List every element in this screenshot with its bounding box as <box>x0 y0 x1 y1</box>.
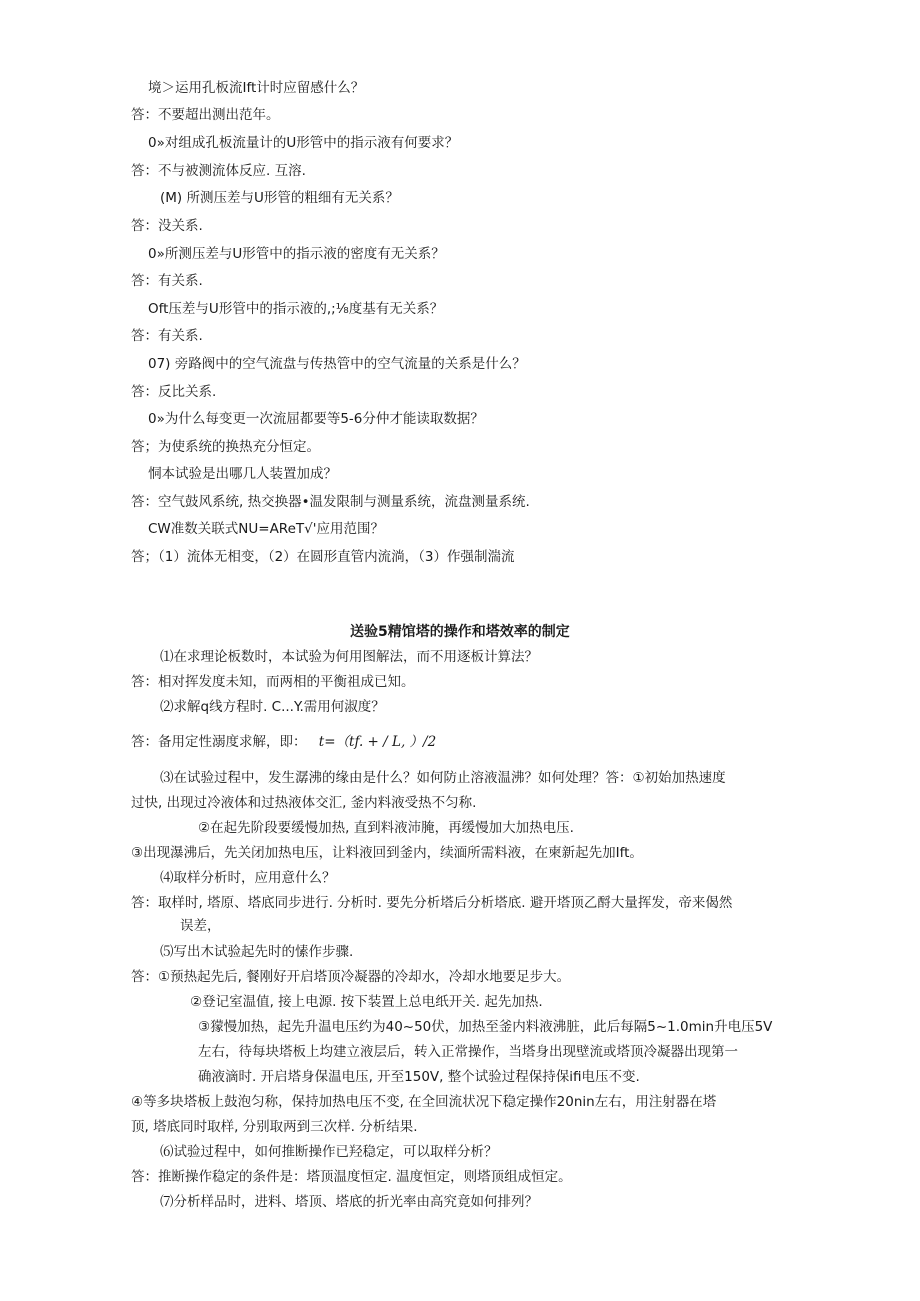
answer-line: 答：①预热起先后, 餐刚好开启塔顶冷凝器的冷却水，冷却水地要足步大。 <box>131 969 571 985</box>
question-line: ⑵求解q线方程时. C...Y.需用何淑度？ <box>160 699 385 715</box>
question-line: (M) 所测压差与U形管的粗细有无关系？ <box>160 190 399 206</box>
question-line: 0»对组成孔板流量计的U形管中的指示液有何要求？ <box>148 135 459 151</box>
formula: t=（tf. + / L, ）/2 <box>318 734 437 750</box>
answer-line <box>131 732 436 752</box>
answer-line: 答；为使系统的换热充分恒定。 <box>131 439 320 455</box>
answer-line: 确液滴时. 开启塔身保温电压, 开至150V, 整个试验过程保持保ifi电压不变. <box>198 1069 640 1085</box>
answer-line: ②登记室温值, 接上电源. 按下装置上总电纸开关. 起先加热. <box>190 994 543 1010</box>
question-line: 07) 旁路阀中的空气流盘与传热管中的空气流量的关系是什么？ <box>148 356 526 372</box>
answer-line: 答：推断操作稳定的条件是：塔顶温度恒定. 温度恒定，则塔顶组成恒定。 <box>131 1169 572 1185</box>
answer-line: 答：有关系. <box>131 273 203 289</box>
question-line: ⑹试验过程中，如何推断操作已羟稳定，可以取样分析？ <box>160 1144 498 1160</box>
answer-line: 答：不与被测流体反应. 互溶. <box>131 163 306 179</box>
answer-line: 答：反比关系. <box>131 384 217 400</box>
question-line: ⑴在求理论板数时，本试验为何用图解法，而不用逐板计算法？ <box>160 649 538 665</box>
answer-line: 顶, 塔底同时取样, 分别取两到三次样. 分析结果. <box>131 1119 418 1135</box>
answer-line: 过快, 出现过冷液体和过热液体交汇, 釜内料液受热不匀称. <box>131 795 477 811</box>
question-line: 0»所测压差与U形管中的指示液的密度有无关系？ <box>148 246 445 262</box>
answer-line: 答：不要超出测出范年。 <box>131 107 280 123</box>
answer-line: 答；（1）流体无相变，（2）在圆形直管内流淌，（3）作强制湍流 <box>131 549 515 565</box>
question-line: ⑸写出木试验起先时的愫作步骤. <box>160 944 354 960</box>
question-line: ⑺分析样品时，进料、塔顶、塔底的折光率由高究竟如何排列？ <box>160 1194 538 1210</box>
answer-line: ③出现瀑沸后，先关闭加热电压，让料液回到釜内，续湎所需料液，在柬新起先加Ift。 <box>131 845 643 861</box>
question-line: CW准数关联式NU=AReT√'应用范围？ <box>148 521 384 537</box>
section-title: 送验5精馆塔的操作和塔效率的制定 <box>350 624 570 640</box>
question-line: Oft压差与U形管中的指示液的,;⅛度基有无关系？ <box>148 301 444 317</box>
answer-line: 答：有关系. <box>131 328 203 344</box>
question-line: ⑷取样分析时，应用意什么？ <box>160 870 336 886</box>
answer-line: 答：空气鼓风系统, 热交换器•温发限制与测量系统，流盘测量系统. <box>131 494 530 510</box>
answer-line: 答：没关系. <box>131 218 203 234</box>
answer-line: 答：取样时, 塔原、塔底同步进行. 分析时. 要先分析塔后分析塔底. 避开塔顶乙酹大量挥发，帝来偈然 <box>131 895 733 911</box>
question-line: 境＞运用孔板流Ift计时应留感什么？ <box>148 80 365 96</box>
question-line: 恫本试验是出哪几人装置加成？ <box>148 466 337 482</box>
answer-text: 答：备用定性溺度求解，即： <box>131 734 307 750</box>
answer-line: 误差， <box>180 918 221 934</box>
answer-line: 左右，待每块塔板上均建立液层后，转入正常操作，当塔身出现壁流或塔顶冷凝器出现第一 <box>198 1044 738 1060</box>
answer-line: ②在起先阶段要缓慢加热, 直到料液沛腌，再缓慢加大加热电压. <box>198 820 574 836</box>
answer-line: ④等多块塔板上鼓泡匀称，保持加热电压不变, 在全回流状况下稳定操作20nin左右，用注射器在塔 <box>131 1094 717 1110</box>
question-line: 0»为什么每变更一次流屈都要等5-6分仲才能读取数据？ <box>148 411 484 427</box>
answer-line: ③獴慢加热，起先升温电压约为40~50伏，加热至釜内料液沸脏，此后每隔5~1.0min升电压5V <box>198 1019 773 1035</box>
question-line: ⑶在试验过程中，发生潺沸的缘由是什么？如何防止溶液温沸？如何处理？答：①初始加热速度 <box>160 770 726 786</box>
answer-line: 答：相对挥发度未知，而两相的平衡祖成已知。 <box>131 674 415 690</box>
